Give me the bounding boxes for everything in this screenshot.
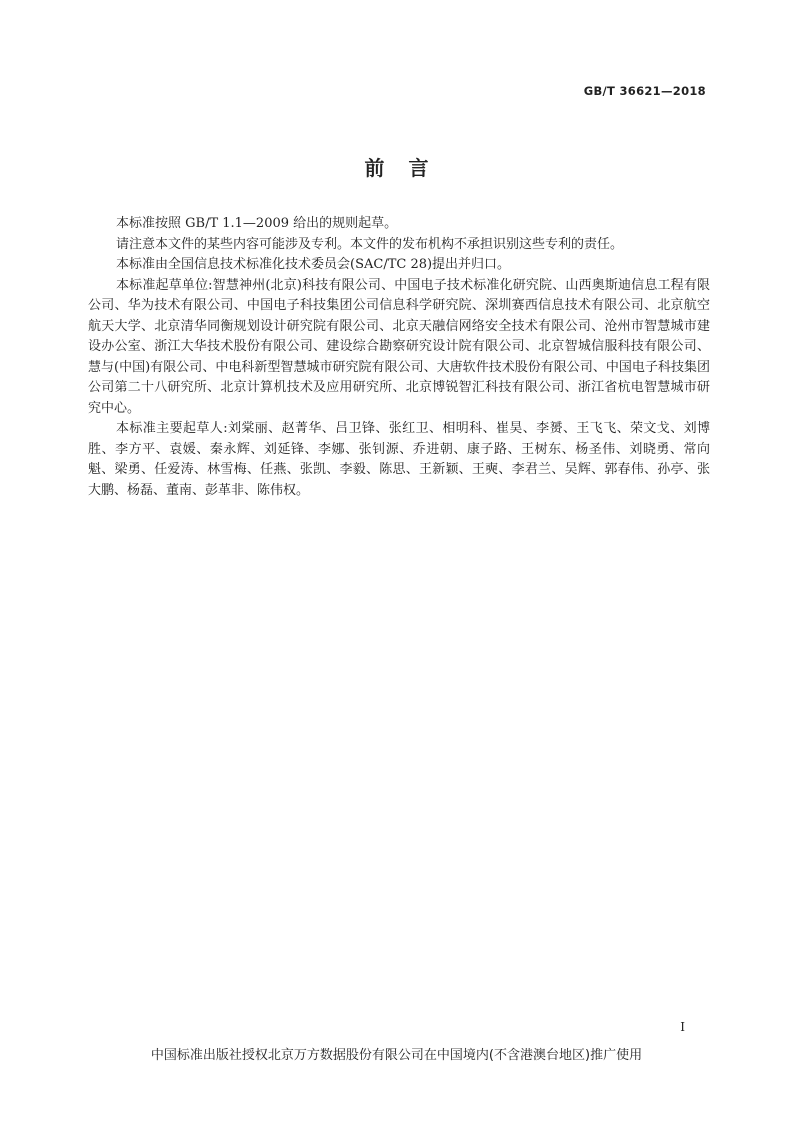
standard-code: GB/T 36621—2018: [583, 84, 706, 98]
page-title: 前言: [364, 156, 453, 180]
paragraph-proposer: 本标准由全国信息技术标准化技术委员会(SAC/TC 28)提出并归口。: [116, 257, 511, 272]
foreword-body: [88, 214, 710, 501]
license-footer: 中国标准出版社授权北京万方数据股份有限公司在中国境内(不含港澳台地区)推广使用: [150, 1048, 643, 1063]
paragraph-drafting-units: 本标准起草单位:智慧神州(北京)科技有限公司、中国电子技术标准化研究院、山西奥斯迪信息工程有限公司、华为技术有限公司、中国电子科技集团公司信息科学研究院、深圳赛西信息技术有限公司、北京航空航天大学、北京清华同衡规划设计研究院有限公司、北京天融信网络安全技术有限公司、沧州市智慧城市建设办公室、浙江大华技术股份有限公司、建设综合勘察研究设计院有限公司、北京智城信服科技有限公司、慧与(中国)有限公司、中电科新型智慧城市研究院有限公司、大唐软件技术股份有限公司、中国电子科技集团公司第二十八研究所、北京计算机技术及应用研究所、北京博锐智汇科技有限公司、浙江省杭电智慧城市研究中心。: [88, 277, 710, 416]
paragraph-drafters: 本标准主要起草人:刘棠丽、赵菁华、吕卫锋、张红卫、相明科、崔昊、李赟、王飞飞、荣文戈、刘博胜、李方平、袁媛、秦永辉、刘延锋、李娜、张钊源、乔进朝、康子路、王树东、杨圣伟、刘晓勇、常向魁、梁勇、任爱涛、林雪梅、任燕、张凯、李毅、陈思、王新颖、王奭、李君兰、吴辉、郭春伟、孙亭、张大鹏、杨磊、董南、彭革非、陈伟权。: [88, 421, 710, 498]
page-number: I: [680, 1020, 685, 1034]
paragraph-patent-notice: 请注意本文件的某些内容可能涉及专利。本文件的发布机构不承担识别这些专利的责任。: [116, 236, 624, 252]
paragraph-drafting-rules: 本标准按照 GB/T 1.1—2009 给出的规则起草。: [116, 216, 398, 231]
